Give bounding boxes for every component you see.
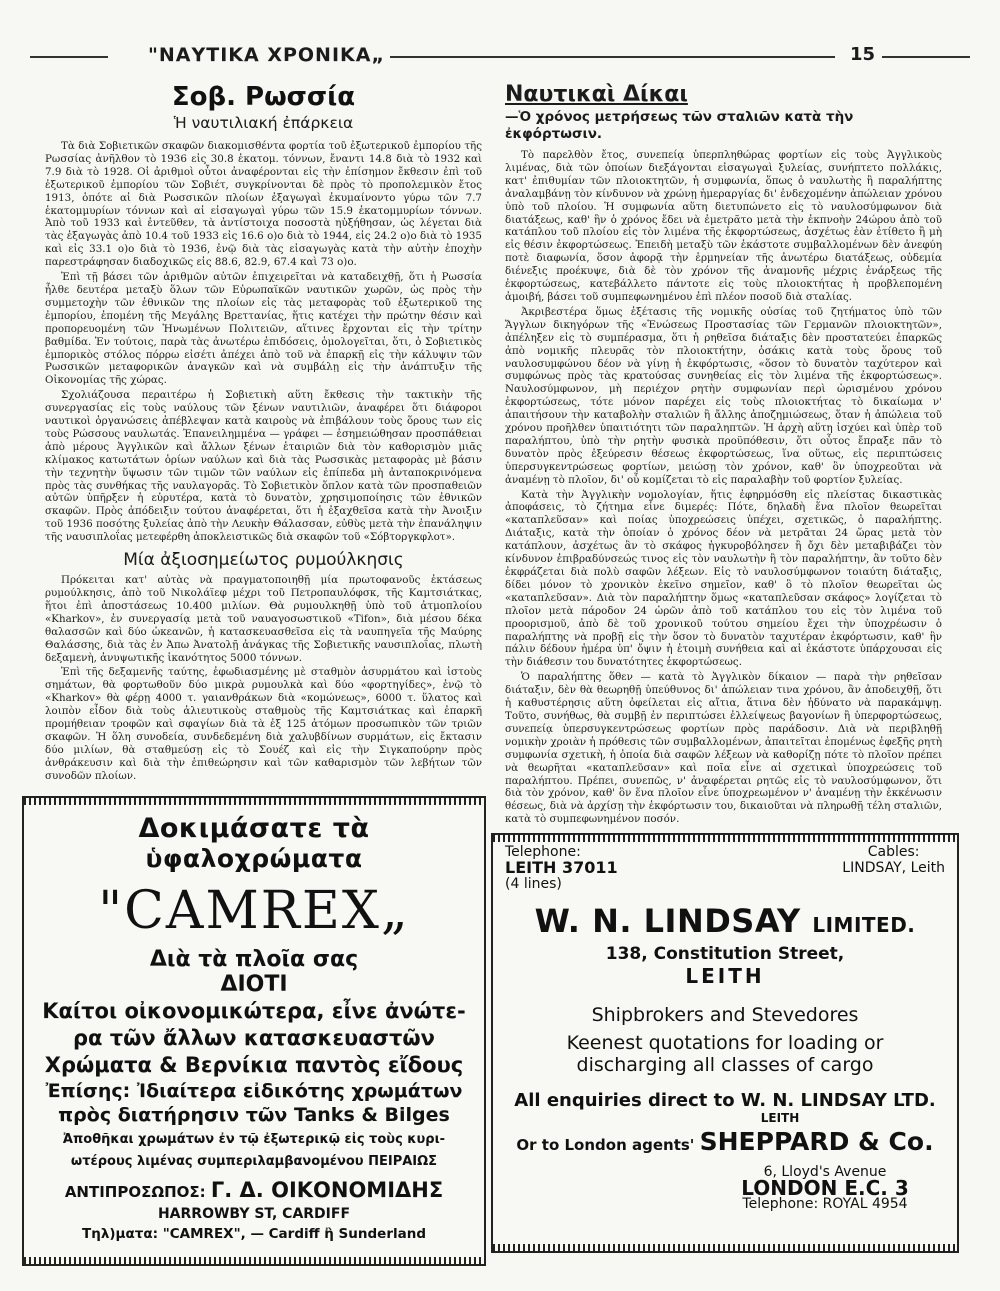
page-number: 15 <box>850 44 876 65</box>
company-address: 138, Constitution Street, <box>605 944 845 964</box>
page-header <box>30 44 970 68</box>
company-name-main: W. N. LINDSAY <box>534 902 801 940</box>
cables-block <box>842 844 945 892</box>
article-paragraph: Πρόκειται κατ' αὐτὰς νὰ πραγματοποιηθῇ μία πρωτοφανοῦς ἐκτάσεως ρυμούλκησις, ἀπὸ τοῦ Νικολάϊεφ μέχρι τοῦ Πετροπαυλόφσκ, τῆς Καμτσιάτκας, ἥτοι ἐπὶ ἀποστάσεως 10.400 μιλίων. Θὰ ρυμουλκηθῇ ὑπὸ τοῦ ἀτμοπλοίου «Kharkov», ἐν συνεργασίᾳ μετὰ τοῦ ναυαγοσωστικοῦ «Tifon», διὰ μέσου δέκα θαλασσῶν καὶ δύο ὠκεανῶν, ἡ κατασκευασθεῖσα εἰς τὰ ναυπηγεῖα τῆς Μαύρης Θαλάσσης, διὰ τὰς ἐν Ἀπω Ἀνατολῇ ἀνάγκας τῆς Σοβιετικῆς ναυσιπλοΐας, πλωτὴ δεξαμενὴ, ἀνυψωτικῆς ἱκανότητος 5000 τόννων. <box>45 574 482 664</box>
company-city: LEITH <box>685 964 765 988</box>
ad-border-ticks <box>493 835 957 842</box>
header-rule-right <box>882 56 970 58</box>
company-name <box>493 902 957 940</box>
ad-specialty: Ἐπίσης: Ἰδιαίτερα εἰδικότης χρωμάτων <box>45 1080 463 1102</box>
article-title-russia: Σοβ. Ρωσσία <box>171 82 356 112</box>
ad-headline: Δοκιμάσατε τὰ <box>138 813 370 844</box>
enquiries-line: All enquiries direct to W. N. LINDSAY LTD. <box>514 1090 936 1111</box>
right-column <box>505 82 942 828</box>
article-title-maritime-law: Ναυτικαὶ Δίκαι <box>505 82 688 107</box>
article-subtitle-maritime-law: —Ὁ χρόνος μετρήσεως τῶν σταλιῶν κατὰ τὴν ἐκφόρτωσιν. <box>505 109 854 142</box>
london-address: 6, Lloyd's Avenue <box>763 1164 887 1180</box>
london-telephone: Telephone: ROYAL 4954 <box>742 1196 908 1212</box>
telephone-label: Telephone: <box>505 844 581 860</box>
rep-label: ΑΝΤΙΠΡΟΣΩΠΟΣ: <box>64 1183 206 1201</box>
header-rule-left <box>30 56 108 58</box>
ad-claim: Χρώματα & Βερνίκια παντὸς εἴδους <box>44 1053 464 1077</box>
london-address-block <box>693 1164 957 1212</box>
business-line: discharging all classes of cargo <box>576 1054 874 1076</box>
article-paragraph: Τὸ παρελθὸν ἔτος, συνεπείᾳ ὑπερπληθώρας φορτίων εἰς τοὺς Ἀγγλικοὺς λιμένας, διὰ τῶν ὁποίων διεξάγονται εἰσαγωγαὶ ξυλείας, συνήπτετο πολλάκις, κατ' ἐπιθυμίαν τῶν πλοιοκτητῶν, ἡ συμφωνία, ὅπως ὁ ναυλωτὴς ἢ παραλήπτης ἀναλαμβάνῃ τὸν κίνδυνον νὰ χρώνῃ ἡμεραργίας δι' ἐνδεχομένην ἀπώλειαν χρόνου ὑπὸ τοῦ πλοίου. Ἡ συμφωνία αὕτη διετυπώνετο εἰς τὸ ναυλοσύμφωνον διὰ διατάξεως, καθ' ἣν ὁ χρόνος ἔδει νὰ ἐμετρᾶτο μετὰ τὴν ἐκπνοὴν 24ώρου ἀπὸ τοῦ κατάπλου τοῦ πλοίου εἰς τὸν λιμένα τῆς ἐκφορτώσεως, ἀσχέτως ἐὰν ἐτίθετο ἢ μὴ εἰς θέσιν ἐκφορτώσεως. Ἐπειδὴ μεταξὺ τῶν ἑκάστοτε συμβαλλομένων δὲν ἀνεφύη ποτὲ διαφωνία, ὅσον ἀφορᾷ τὴν ἑρμηνείαν τῆς ἀνωτέρω διατάξεως, οὐδεμία διένεξις προέκυψε, διὰ δὲ τὸν χρόνον τῆς ἀναμονῆς μέχρις ἐνάρξεως τῆς ἐκφορτώσεως, κατεβάλλετο πάντοτε εἰς τοὺς πλοιοκτήτας ἡ προβλεπομένη ἀμοιβή, βάσει τοῦ συμπεφωνημένου ἐπὶ πλέον ποσοῦ διὰ σταλίας. <box>505 149 942 303</box>
london-city: LONDON E.C. 3 <box>741 1176 909 1200</box>
brand-name: "CAMREX„ <box>98 881 410 941</box>
ad-headline: ὑφαλοχρώματα <box>145 844 363 873</box>
ad-specialty: πρὸς διατήρησιν τῶν Tanks & Bilges <box>58 1104 450 1126</box>
enquiries-city: LEITH <box>760 1111 800 1125</box>
telephone-lines: (4 lines) <box>505 876 562 892</box>
rep-name: Γ. Δ. ΟΙΚΟΝΟΜΙΔΗΣ <box>210 1178 444 1202</box>
lindsay-advertisement <box>491 833 959 1253</box>
article-paragraph: Ἀκριβεστέρα ὅμως ἐξέτασις τῆς νομικῆς οὐσίας τοῦ ζητήματος ὑπὸ τῶν Ἄγγλων δικηγόρων τῆς «Ἑνώσεως Προστασίας τῶν Γερμανῶν πλοιοκτητῶν», ἀπέληξεν εἰς τὸ συμπέρασμα, ὅτι ἡ ρηθεῖσα διάταξις δὲν προστατεύει ἐπαρκῶς ἀπὸ νομικῆς πλευρᾶς τὸν πλοιοκτήτην, ὁσάκις κατὰ τοὺς ὅρους τοῦ ναυλοσυμφώνου δέον νὰ γίνῃ ἡ ἐκφόρτωσις, «ὅσον τὸ δυνατὸν ταχύτερον καὶ συμφώνως πρὸς τὰς κρατούσας συνηθείας εἰς τὸν λιμένα τῆς ἐκφορτώσεως». Ναυλοσύμφωνον, μὴ περιέχον ρητὴν συμφωνίαν περὶ ὡρισμένου χρόνου ἐκφορτώσεως, τότε μόνον παρέχει εἰς τοὺς πλοιοκτήτας τὸ δικαίωμα ν' ἀπαιτήσουν τὴν καταβολὴν σταλιῶν ἢ ἄλλης ἀποζημιώσεως, ὅταν ἡ ἀπώλεια τοῦ χρόνου προῆλθεν ὑπαιτιότητι τῶν παραληπτῶν. Ἡ ἀρχὴ αὕτη ἰσχύει καὶ ὑπὲρ τοῦ παραλήπτου, ὑπὸ τὴν ρητὴν φυσικὰ προϋπόθεσιν, ὅτι οὗτος ἔπραξε πᾶν τὸ δυνατὸν πρὸς ἐξεύρεσιν θέσεως ἐκφορτώσεως, ἵνα οὕτως, εἰς περιπτώσεις ὑπερσυγκεντρώσεως φορτίων, μειώσῃ τὸν χρόνον, καθ' ὃν ὑποχρεοῦται νὰ ἀναμένῃ τὸ πλοῖον, δι' οὗ κομίζεται τὸ εἰς παραλαβὴν τοῦ φορτίον ξυλείας. <box>505 305 942 486</box>
publication-title: "ΝΑΥΤΙΚΑ ΧΡΟΝΙΚΑ„ <box>148 44 385 66</box>
contact-row <box>493 842 957 892</box>
section-title-towing: Μία ἀξιοσημείωτος ρυμούλκησις <box>123 550 404 571</box>
header-rule-middle <box>390 56 835 58</box>
article-subtitle-russia: Ἡ ναυτιλιακή ἐπάρκεια <box>173 114 354 132</box>
telephone-number: LEITH 37011 <box>505 858 618 877</box>
ad-claim: ρα τῶν ἄλλων κατασκευαστῶν <box>73 1026 435 1050</box>
article-paragraph: Τὰ διὰ Σοβιετικῶν σκαφῶν διακομισθέντα φορτία τοῦ ἐξωτερικοῦ ἐμπορίου τῆς Ρωσσίας ἀνῆλθον τὸ 1936 εἰς 30.8 ἑκατομ. τόννων, ἔναντι 14.8 διὰ τὸ 1932 καὶ 7.9 διὰ τὸ 1928. Οἱ ἀριθμοὶ οὗτοι ἀναφέρονται εἰς τὴν ἐπίσημον ἔκθεσιν ἐπὶ τοῦ ἐξωτερικοῦ ἐμπορίου τῶν Σοβιέτ, συγκρίνονται δὲ πρὸς τὸ προπολεμικὸν ἔτος 1913, ὁπότε αἱ διὰ Ρωσσικῶν πλοίων ἐξαγωγαὶ ἐκυμαίνοντο γύρω τῶν 7.7 ἑκατομμυρίων τόννων καὶ αἱ εἰσαγωγαὶ γύρω τῶν 15.9 ἑκατομμυρίων τόννων. Ἀπὸ τοῦ 1933 καὶ ἐντεῦθεν, τὰ ἀντίστοιχα ποσοστὰ ηὐξήθησαν, ὡς λέγεται διὰ τὰς ἐξαγωγὰς ἀπὸ 10.4 τοῦ 1933 εἰς 16.6 ο)ο διὰ τὸ 1944, εἰς 24.2 ο)ο διὰ τὸ 1935 καὶ εἰς 33.1 ο)ο διὰ τὸ 1936, ἐνῷ διὰ τὰς εἰσαγωγὰς κατὰ τὴν αὐτὴν ἐποχὴν παρεστράφησαν διαδοχικῶς εἰς 88.6, 82.9, 67.4 καὶ 73 ο)ο. <box>45 140 482 269</box>
article-paragraph: Κατὰ τὴν Ἀγγλικὴν νομολογίαν, ἥτις ἐφηρμόσθη εἰς πλείστας δικαστικὰς ἀποφάσεις, τὸ ζήτημα εἶνε διμερές: Πότε, δηλαδὴ ἕνα πλοῖον θεωρεῖται «καταπλεῦσαν» καὶ ποίας ὑποχρεώσεις ὑπέχει, σχετικῶς, ὁ παραλήπτης. Διάταξις, κατὰ τὴν ὁποίαν ὁ χρόνος δέον νὰ μετρᾶται 24 ὥρας μετὰ τὸν κατάπλουν, ἀσχέτως ἂν τὸ σκάφος ἠγκυροβόλησεν ἢ ὄχι δὲν μεταβιβάζει τὸν κίνδυνον ἐπιβραδύνσεώς τινος εἰς τὸν ναυλωτὴν ἢ τὸν παραλήπτην, ἂν τοῦτο δὲν ἐκφράζεται διὰ πολὺ σαφῶν λέξεων. Εἰς τὸ ναυλοσύμφωνον τοιαύτη διάταξις, δίδει μόνον τὸ χρονικὸν ἐκεῖνο σημεῖον, καθ' ὃ τὸ πλοῖον θεωρεῖται ὡς «καταπλεῦσαν». Διὰ τὸν παραλήπτην ὅμως «καταπλεῦσαν σκάφος» λογίζεται τὸ πλοῖον μετὰ πάροδον 24 ὡρῶν ἀπὸ τοῦ κατάπλου του εἰς τὸν λιμένα τοῦ προορισμοῦ, ἀπὸ δὲ τοῦ χρονικοῦ τούτου σημείου ἔχει τὴν ὑποχρέωσιν ὁ παραλήπτης νὰ προβῇ εἰς τὴν ὅσον τὸ δυνατὸν ταχυτέραν ἐκφόρτωσιν, καθ' ἣν πάλιν δέδουν ἡμέρα ὑπ' ὄψιν ἡ ἑτοιμὴ συνήθεια καὶ αἱ ἑκάστοτε ὑπάρχουσαι εἰς τὴν διάθεσιν του δυνατότητες ἐκφορτώσεως. <box>505 488 942 669</box>
ad-tagline: Διὰ τὰ πλοῖα σας <box>149 947 359 972</box>
ad-border-ticks <box>24 798 484 805</box>
ad-depots: ωτέρους λιμένας συμπεριλαμβανομένου ΠΕΙΡΑΙΩΣ <box>70 1154 438 1169</box>
ad-tagline: ΔΙΟΤΙ <box>220 972 288 997</box>
business-line: Shipbrokers and Stevedores <box>591 1004 859 1026</box>
cables-label: Cables: <box>867 844 920 860</box>
left-column <box>45 82 482 785</box>
article-paragraph: Ἐπὶ τῆς δεξαμενῆς ταύτης, ἐφωδιασμένης μὲ σταθμὸν ἀσυρμάτου καὶ ἰστοὺς σημάτων, θὰ φορτωθοῦν δύο μικρὰ ρυμουλκὰ καὶ δύο «φορτηγίδες», ἐνῷ τὸ «Kharkov» θὰ φέρῃ 4000 τ. γαιανθράκων διὰ «κομώνεως», 6000 τ. ὕλατος καὶ λοιπὸν εἶδον διὰ τοὺς ἀλιευτικοὺς σταθμοὺς τῆς Καμτσιάτκας καὶ ἐπαρκῆ προμήθειαν τροφῶν καὶ σφαγίων διὰ τὰ ἐξ 125 ἀτόμων προσωπικὸν τῶν τριῶν σκαφῶν. Ἡ ὅλη συνοδεία, συνδεδεμένη διὰ χαλυβδίνων συρμάτων, εἰς ἔκτασιν δύο μιλίων, θὰ σταθμεύσῃ εἰς τὸ Σουέζ καὶ εἰς τὴν Σιγκαπούρην πρὸς ἀνθράκευσιν καὶ διὰ τὴν ἐπιθεώρησιν καὶ τῶν καθαρισμὸν τῶν λεβήτων τῶν συνοδῶν πλοίων. <box>45 666 482 782</box>
ad-representative <box>24 1178 484 1202</box>
london-agents-label: Or to London agents' <box>516 1136 695 1154</box>
ad-depots: Ἀποθῆκαι χρωμάτων ἐν τῷ ἐξωτερικῷ εἰς τοὺς κυρι- <box>62 1132 446 1147</box>
telephone-block <box>505 844 618 892</box>
ad-address: HARROWBY ST, CARDIFF <box>157 1206 351 1222</box>
ad-claim: Καίτοι οἰκονομικώτερα, εἶνε ἀνώτε- <box>42 999 466 1023</box>
article-paragraph: Ἐπὶ τῇ βάσει τῶν ἀριθμῶν αὐτῶν ἐπιχειρεῖται νὰ καταδειχθῇ, ὅτι ἡ Ρωσσία ἦλθε δευτέρα μεταξὺ ὅλων τῶν Εὐρωπαϊκῶν ναυτικῶν χωρῶν, ὡς πρὸς τὴν συμμετοχὴν τῶν ἐθνικῶν της πλοίων εἰς τὰς μεταφορὰς τοῦ ἐξωτερικοῦ της ἐμπορίου, ἑπομένη τῆς Μεγάλης Βρεττανίας, ἥτις κατέχει τὴν πρώτην θέσιν καὶ προπορευομένη τῶν Ἡνωμένων Πολιτειῶν, αἵτινες ἔρχονται εἰς τὴν τρίτην βαθμίδα. Ἐν τούτοις, παρὰ τὰς ἀνωτέρω ἐπιδόσεις, ὁμολογεῖται, ὅτι, ὁ Σοβιετικὸς ἐμπορικὸς στόλος πόρρω εἰσέτι ἀπέχει ἀπὸ τοῦ νὰ ἐπαρκῇ εἰς τὴν κάλυψιν τῶν Ρωσσικῶν μεταφορικῶν ἀναγκῶν καὶ νὰ συμβάλῃ εἰς τὴν ἀνάπτυξιν τῆς Οἰκονομίας τῆς χώρας. <box>45 271 482 387</box>
article-paragraph: Ὁ παραλήπτης ὅθεν — κατὰ τὸ Ἀγγλικὸν δίκαιον — παρὰ τὴν ρηθεῖσαν διάταξιν, δὲν θὰ θεωρηθῇ ὑπεύθυνος δι' ἀπώλειαν τινα χρόνου, ἂν ἀποδειχθῇ, ὅτι ἡ καθυστέρησις αὕτη ὀφείλεται εἰς αἴτια, ἅτινα δὲν ἠδύνατο νὰ παρακάμψῃ. Τοῦτο, συνήθως, θὰ συμβῇ ἐν περιπτώσει ἐλλείψεως βαγονίων ἢ ὑπερφορτώσεως, συνεπείᾳ ὑπερσυγκεντρώσεως φορτίων πρὸς παράδοσιν. Διὰ νὰ περιβληθῇ νομικὴν χροιὰν ἡ πρόθεσις τῶν συμβαλλομένων, ἀπαιτεῖται ἐπομένως ἐφεξῆς ρητὴ συμφωνία σχετικὴ, ἡ ὁποία διὰ σαφῶν λέξεων νὰ καθορίζῃ πότε τὸ πλοῖον πρέπει νὰ θεωρῆται «καταπλεῦσαν» καὶ ποῖα εἶνε αἱ σχετικαὶ ὑποχρεώσεις τοῦ παραλήπτου. Πρέπει, συνεπῶς, ν' ἀναφέρεται ρητῶς εἰς τὸ ναυλοσύμφωνον, ὅτι διὰ τὸν χρόνον, καθ' ὃν ἕνα πλοῖον εἶνε ὑποχρεωμένον ν' ἀναμένῃ τὴν ἐκκένωσιν θέσεως, διὰ νὰ ἀρχίσῃ τὴν ἐκφόρτωσιν του, δικαιοῦται νὰ πληρωθῇ τέλη σταλιῶν, κατὰ τὸ συμπεφωνημένον ποσόν. <box>505 671 942 826</box>
company-name-suffix: LIMITED. <box>812 913 916 937</box>
ad-cable: Τηλ)ματα: "CAMREX", — Cardiff ἢ Sunderland <box>82 1226 426 1242</box>
business-line: Keenest quotations for loading or <box>566 1032 884 1054</box>
cables-address: LINDSAY, Leith <box>842 860 945 876</box>
ad-border-ticks <box>493 1244 957 1251</box>
agent-name: SHEPPARD & Co. <box>699 1127 934 1156</box>
camrex-advertisement <box>22 796 486 1266</box>
ad-border-ticks <box>24 1257 484 1264</box>
london-agents-line <box>493 1127 957 1156</box>
article-paragraph: Σχολιάζουσα περαιτέρω ἡ Σοβιετικὴ αὕτη ἔκθεσις τὴν τακτικὴν τῆς συνεργασίας εἰς τοὺς ναύλους τῶν ξένων ναυτιλιῶν, ἀναφέρει ὅτι διάφοροι ναυτικοὶ ὀργανώσεις ἀπέβλεψαν κατὰ καιροὺς νὰ ἐπιβάλουν τοὺς ὅρους των εἰς τοὺς Ρώσσους ναυλωτάς. Ἐπανειλημμένα — γράφει — ἐσημειώθησαν προσπάθειαι ἀπὸ μέρους Ἀγγλικῶν καὶ ἄλλων ξένων ἑταιριῶν διὰ τὸν καθορισμὸν μιᾶς κλίμακος κατωτάτων ὁρίων ναύλων καὶ διὰ τὰς Ρωσσικὰς μεταφορὰς μὲ βάσιν τὴν τεχνητὴν ὕψωσιν τῶν τιμῶν τῶν ναύλων εἰς ἐπίπεδα μὴ ἀνταποκρινόμενα πρὸς τὰς συνθήκας τῆς ναυλαγορᾶς. Τὸ Σοβιετικὸν ὅπλον κατὰ τῶν προσπαθειῶν αὐτῶν ὑπῆρξεν ἡ εὐρυτέρα, κατὰ τὸ δυνατὸν, χρησιμοποίησις τῶν ἐθνικῶν σκαφῶν. Πρὸς ἀπόδειξιν τούτου ἀναφέρεται, ὅτι ἡ ἐξαχθεῖσα κατὰ τὴν Ἀνοιξιν τοῦ 1936 ποσότης ξυλείας ἀπὸ τὴν Λευκὴν Θάλασσαν, εὐθὺς μετὰ τὴν ἐπανάληψιν τῆς ναυσιπλοΐας μετεφέρθη ἀποκλειστικῶς διὰ σκαφῶν τοῦ «Σόβτοργκφλοτ». <box>45 389 482 544</box>
